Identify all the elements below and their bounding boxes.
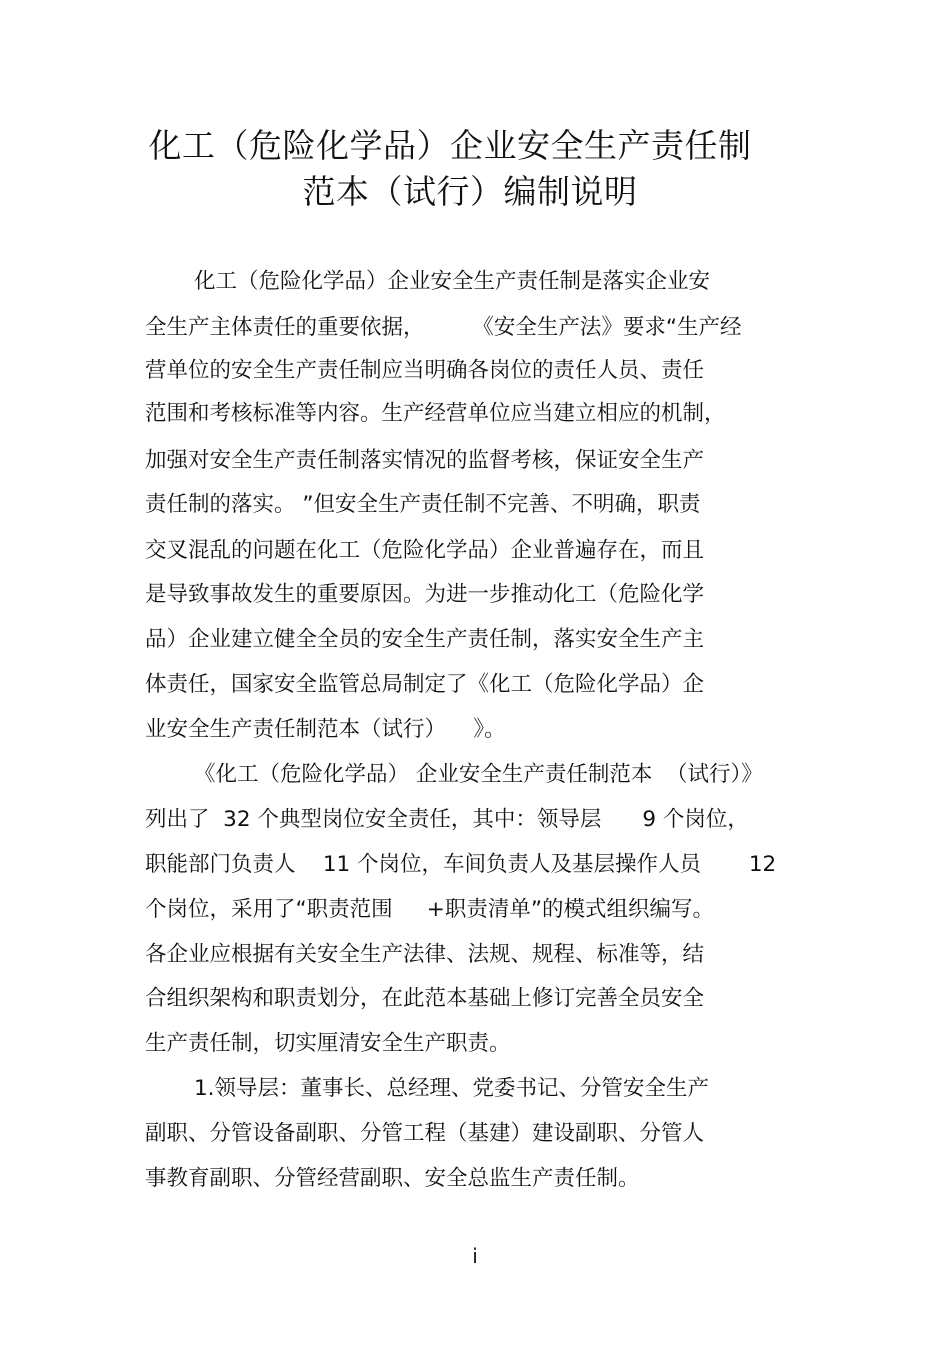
paragraph-line: 事教育副职、分管经营副职、安全总监生产责任制。 <box>145 1166 640 1191</box>
paragraph-line: 责任制的落实。 ”但安全生产责任制不完善、不明确，职责 <box>145 492 701 517</box>
paragraph-line: 列出了 32 个典型岗位安全责任，其中：领导层 9 个岗位， <box>145 807 749 832</box>
paragraph-line: 各企业应根据有关安全生产法律、法规、规程、标准等，结 <box>145 942 705 967</box>
paragraph-line: 范围和考核标准等内容。生产经营单位应当建立相应的机制， <box>145 401 726 426</box>
paragraph-line: 品）企业建立健全全员的安全生产责任制，落实安全生产主 <box>145 627 705 652</box>
paragraph-line: 全生产主体责任的重要依据， 《安全生产法》要求“生产经 <box>145 315 742 340</box>
paragraph-line: 个岗位，采用了“职责范围 +职责清单”的模式组织编写。 <box>145 897 714 922</box>
paragraph-line: 交叉混乱的问题在化工（危险化学品）企业普遍存在，而且 <box>145 538 705 563</box>
title-line-1: 化工（危险化学品）企业安全生产责任制 <box>148 126 752 165</box>
paragraph-line: 合组织架构和职责划分，在此范本基础上修订完善全员安全 <box>145 986 705 1011</box>
paragraph-line: 营单位的安全生产责任制应当明确各岗位的责任人员、责任 <box>145 358 705 383</box>
paragraph-line: 《化工（危险化学品） 企业安全生产责任制范本 （试行）》 <box>194 762 763 787</box>
paragraph-line: 副职、分管设备副职、分管工程（基建）建设副职、分管人 <box>145 1121 705 1146</box>
paragraph-line: 化工（危险化学品）企业安全生产责任制是落实企业安 <box>194 269 711 294</box>
paragraph-line: 职能部门负责人 11 个岗位，车间负责人及基层操作人员 12 <box>145 852 777 877</box>
paragraph-line: 加强对安全生产责任制落实情况的监督考核，保证安全生产 <box>145 448 705 473</box>
paragraph-line: 体责任，国家安全监管总局制定了《化工（危险化学品）企 <box>145 672 705 697</box>
paragraph-line: 是导致事故发生的重要原因。为进一步推动化工（危险化学 <box>145 582 705 607</box>
paragraph-line: 业安全生产责任制范本（试行） 》。 <box>145 717 506 742</box>
page-number: i <box>472 1244 478 1268</box>
title-line-2: 范本（试行）编制说明 <box>302 172 638 211</box>
paragraph-line: 1.领导层：董事长、总经理、党委书记、分管安全生产 <box>194 1076 710 1101</box>
paragraph-line: 生产责任制，切实厘清安全生产职责。 <box>145 1031 511 1056</box>
